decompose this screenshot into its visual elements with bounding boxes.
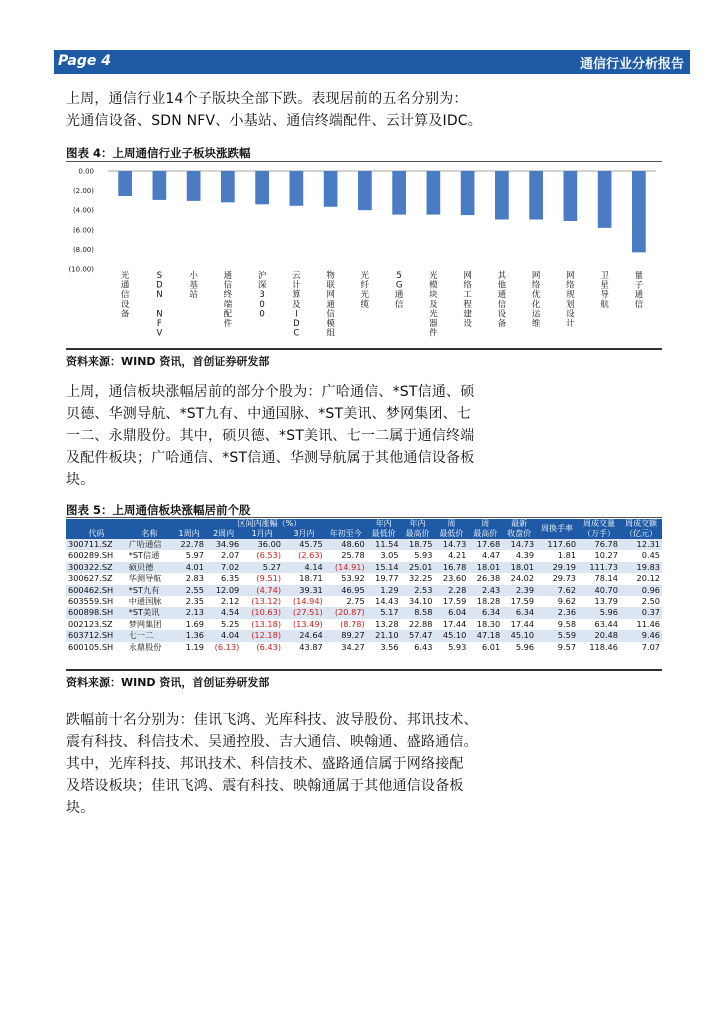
y-tick-label: (6.00) bbox=[72, 226, 94, 235]
table-row bbox=[66, 607, 662, 618]
stock-code: 600898.SH bbox=[66, 607, 127, 618]
bar bbox=[221, 171, 235, 202]
table-cell: 23.60 bbox=[442, 573, 467, 584]
table-cell: 34.96 bbox=[206, 539, 241, 550]
table-cell: 6.04 bbox=[434, 607, 468, 618]
top-gainers-table bbox=[66, 519, 662, 653]
table-cell: (9.51) bbox=[256, 573, 282, 584]
paragraph-top-gainers bbox=[66, 381, 474, 491]
bar bbox=[461, 171, 475, 215]
table-row bbox=[66, 562, 662, 573]
col-header: （亿元） bbox=[620, 529, 662, 539]
table-cell: 5.93 bbox=[414, 550, 433, 561]
table-cell: 15.14 bbox=[367, 562, 401, 573]
table-cell: 2.12 bbox=[221, 596, 240, 607]
table-cell: 53.92 bbox=[341, 573, 365, 584]
table-cell: 2.36 bbox=[536, 607, 578, 618]
stock-name: *ST九有 bbox=[127, 585, 172, 596]
y-tick-label: (10.00) bbox=[68, 265, 94, 274]
table-row bbox=[66, 619, 662, 630]
table-cell: (13.18) bbox=[251, 618, 282, 629]
table-cell: 89.27 bbox=[325, 630, 367, 641]
table-cell: 2.50 bbox=[641, 596, 660, 607]
bar bbox=[529, 171, 543, 220]
bar bbox=[598, 171, 612, 228]
col-top-header: 周 bbox=[468, 519, 502, 529]
table-cell: 45.10 bbox=[502, 630, 536, 641]
table-cell: 29.19 bbox=[536, 562, 578, 573]
table-cell: 14.73 bbox=[502, 539, 536, 550]
text-line: 贝德、华测导航、*ST九有、中通国脉、*ST美讯、梦网集团、七 bbox=[66, 406, 472, 422]
col-header: 最低价 bbox=[434, 529, 468, 539]
text-line: 光通信设备、SDN NFV、小基站、通信终端配件、云计算及IDC。 bbox=[66, 113, 482, 129]
table-cell: 0.96 bbox=[620, 585, 662, 596]
table-cell: 12.31 bbox=[620, 539, 662, 550]
paragraph-top-losers bbox=[66, 709, 478, 819]
text-line: 上周，通信板块涨幅居前的部分个股为：广哈通信、*ST信通、硕 bbox=[66, 384, 475, 400]
table-cell: (13.12) bbox=[251, 596, 282, 607]
table-cell: 22.78 bbox=[172, 539, 206, 550]
table-cell: (20.87) bbox=[325, 607, 367, 618]
y-tick-label: 0.00 bbox=[78, 167, 94, 176]
table-cell: (4.74) bbox=[241, 585, 283, 596]
table-cell: 9.62 bbox=[557, 596, 577, 607]
table-cell: 2.55 bbox=[172, 585, 206, 596]
y-tick-label: (8.00) bbox=[72, 245, 94, 254]
stock-code: 300627.SZ bbox=[68, 573, 113, 584]
table-cell: 3.56 bbox=[380, 641, 399, 652]
bar bbox=[564, 171, 578, 221]
table-cell: 11.54 bbox=[367, 539, 401, 550]
table-cell: 17.59 bbox=[510, 596, 535, 607]
figure4-bottom-rule bbox=[66, 348, 662, 350]
stock-code: 600462.SH bbox=[66, 585, 127, 596]
text-line: 块。 bbox=[66, 800, 95, 816]
col-top-header: 周成交额 bbox=[620, 519, 662, 529]
table-cell: 5.59 bbox=[536, 630, 578, 641]
figure5-source: 资料来源：WIND 资讯，首创证券研发部 bbox=[66, 676, 270, 689]
table-cell: 20.12 bbox=[636, 573, 660, 584]
table-cell: 111.73 bbox=[578, 562, 620, 573]
x-tick-label: 网络优化运维 bbox=[531, 271, 541, 329]
table-cell: 1.81 bbox=[557, 550, 577, 561]
table-cell: 20.48 bbox=[578, 630, 620, 641]
stock-name: *ST信通 bbox=[128, 550, 160, 561]
text-line: 及配件板块；广哈通信、*ST信通、华测导航属于其他通信设备板 bbox=[66, 450, 475, 466]
table-cell: (6.53) bbox=[256, 550, 282, 561]
table-cell: (6.43) bbox=[256, 641, 282, 652]
bar bbox=[255, 171, 269, 204]
col-header: 3月内 bbox=[283, 529, 325, 539]
table-cell: 34.10 bbox=[409, 596, 433, 607]
table-cell: 10.27 bbox=[594, 550, 618, 561]
table-cell: (6.13) bbox=[214, 641, 240, 652]
table-row bbox=[66, 642, 662, 653]
figure5-caption: 图表 5：上周通信板块涨幅居前个股 bbox=[66, 503, 251, 517]
table-cell: 5.17 bbox=[367, 607, 401, 618]
col-header: 1月内 bbox=[241, 529, 283, 539]
sector-change-chart bbox=[66, 162, 662, 348]
col-header: 最高价 bbox=[468, 529, 502, 539]
table-cell: 12.09 bbox=[206, 585, 241, 596]
table-cell: 4.47 bbox=[481, 550, 501, 561]
x-tick-label: 量子通信 bbox=[634, 271, 644, 310]
paragraph-sector-summary bbox=[66, 88, 482, 132]
page-header bbox=[54, 50, 690, 74]
col-header: 1周内 bbox=[172, 529, 206, 539]
table-cell: (14.91) bbox=[325, 562, 367, 573]
col-top-header: 年内 bbox=[367, 519, 401, 529]
table-cell: 5.25 bbox=[221, 618, 240, 629]
table-cell: 24.02 bbox=[510, 573, 535, 584]
bar bbox=[118, 171, 132, 196]
stock-code: 600105.SH bbox=[68, 641, 114, 652]
y-tick-label: (4.00) bbox=[72, 206, 94, 215]
table-cell: 14.73 bbox=[434, 539, 468, 550]
page-number: Page 4 bbox=[58, 53, 111, 69]
table-cell: 4.04 bbox=[206, 630, 241, 641]
table-cell: 36.00 bbox=[241, 539, 283, 550]
stock-name: 梦网集团 bbox=[128, 618, 162, 629]
table-cell: 2.28 bbox=[434, 585, 468, 596]
col-top-header: 年内 bbox=[401, 519, 435, 529]
table-cell: 17.44 bbox=[442, 618, 467, 629]
table-body bbox=[66, 539, 662, 653]
table-cell: 26.38 bbox=[476, 573, 501, 584]
x-tick-label: 其他通信设备 bbox=[497, 271, 507, 329]
figure4-source: 资料来源：WIND 资讯，首创证券研发部 bbox=[66, 355, 270, 368]
table-cell: 1.36 bbox=[172, 630, 206, 641]
table-cell: 45.10 bbox=[434, 630, 468, 641]
figure5-top-rule bbox=[66, 517, 662, 518]
col-header: 最低价 bbox=[367, 529, 401, 539]
stock-name: 广哈通信 bbox=[127, 539, 172, 550]
x-tick-label: 通信终端配件 bbox=[223, 271, 233, 329]
x-tick-label: 网络规划设计 bbox=[566, 271, 575, 329]
table-cell: 6.35 bbox=[221, 573, 240, 584]
table-cell: 63.44 bbox=[594, 618, 618, 629]
text-line: 一二、永鼎股份。其中，硕贝德、*ST美讯、七一二属于通信终端 bbox=[66, 428, 475, 444]
bar bbox=[427, 171, 441, 215]
bar bbox=[495, 171, 509, 220]
stock-name: 华测导航 bbox=[128, 573, 162, 584]
table-row bbox=[66, 573, 662, 584]
table-cell: 4.21 bbox=[448, 550, 467, 561]
table-cell: 22.88 bbox=[409, 618, 433, 629]
table-cell: 78.14 bbox=[594, 573, 618, 584]
table-cell: (14.94) bbox=[292, 596, 323, 607]
table-cell: 11.46 bbox=[636, 618, 660, 629]
y-tick-label: (2.00) bbox=[72, 187, 94, 196]
table-cell: 2.35 bbox=[185, 596, 204, 607]
col-top-header: 最新 bbox=[502, 519, 536, 529]
table-cell: 18.71 bbox=[299, 573, 323, 584]
table-cell: 29.73 bbox=[552, 573, 577, 584]
bar bbox=[358, 171, 372, 210]
x-tick-label: 小基站 bbox=[189, 271, 198, 301]
table-cell: 5.97 bbox=[185, 550, 204, 561]
text-line: 及塔设板块；佳讯飞鸿、震有科技、映翰通属于其他通信设备板 bbox=[66, 778, 464, 794]
table-cell: 25.78 bbox=[341, 550, 365, 561]
bar bbox=[632, 171, 646, 252]
x-tick-label: 物联网通信模组 bbox=[326, 271, 335, 339]
table-cell: 5.96 bbox=[578, 607, 620, 618]
table-cell: 47.18 bbox=[468, 630, 502, 641]
table-cell: (12.18) bbox=[241, 630, 283, 641]
table-cell: 3.05 bbox=[380, 550, 399, 561]
table-cell: (2.63) bbox=[298, 550, 323, 561]
figure5-bottom-rule bbox=[66, 669, 662, 671]
x-tick-label: 网络工程建设 bbox=[463, 271, 472, 329]
table-cell: 18.01 bbox=[468, 562, 502, 573]
table-cell: 18.01 bbox=[502, 562, 536, 573]
col-top-header: 周 bbox=[434, 519, 468, 529]
table-cell: 14.43 bbox=[375, 596, 399, 607]
table-cell: (27.51) bbox=[283, 607, 325, 618]
stock-name: *ST美讯 bbox=[127, 607, 172, 618]
text-line: 块。 bbox=[66, 472, 95, 488]
stock-code: 600289.SH bbox=[68, 550, 114, 561]
table-cell: 2.07 bbox=[221, 550, 240, 561]
table-cell: 1.29 bbox=[367, 585, 401, 596]
table-cell: 76.78 bbox=[578, 539, 620, 550]
x-tick-label: 5 G 通信 bbox=[394, 271, 404, 310]
table-cell: 118.46 bbox=[589, 641, 618, 652]
table-cell: 7.62 bbox=[536, 585, 578, 596]
table-cell: 4.54 bbox=[206, 607, 241, 618]
stock-code: 300711.SZ bbox=[66, 539, 127, 550]
stock-name: 中通国脉 bbox=[128, 596, 162, 607]
col-header: 2周内 bbox=[206, 529, 241, 539]
table-cell: 2.39 bbox=[502, 585, 536, 596]
table-cell: 32.25 bbox=[409, 573, 433, 584]
table-row bbox=[66, 630, 662, 641]
col-header: 年初至今 bbox=[325, 529, 367, 539]
table-cell: 7.02 bbox=[206, 562, 241, 573]
table-cell: 117.60 bbox=[536, 539, 578, 550]
report-title: 通信行业分析报告 bbox=[579, 57, 684, 72]
figure4-caption: 图表 4：上周通信行业子板块涨跌幅 bbox=[66, 146, 251, 160]
table-cell: 45.75 bbox=[283, 539, 325, 550]
table-cell: 39.31 bbox=[283, 585, 325, 596]
stock-code: 603559.SH bbox=[68, 596, 114, 607]
table-cell: 18.75 bbox=[401, 539, 435, 550]
table-cell: 6.43 bbox=[414, 641, 433, 652]
bar bbox=[290, 171, 304, 206]
group-header-range-change: 区间内涨幅（%） bbox=[172, 519, 367, 529]
col-top-header: 周成交量 bbox=[578, 519, 620, 529]
table-cell: 6.34 bbox=[468, 607, 502, 618]
x-tick-label: 光纤光缆 bbox=[360, 271, 370, 310]
stock-code: 002123.SZ bbox=[68, 618, 113, 629]
table-cell: 43.87 bbox=[299, 641, 323, 652]
table-cell: 5.93 bbox=[448, 641, 467, 652]
table-cell: 46.95 bbox=[325, 585, 367, 596]
table-cell: 9.58 bbox=[557, 618, 577, 629]
table-cell: 18.30 bbox=[476, 618, 501, 629]
x-tick-label: 光通信设备 bbox=[120, 271, 130, 320]
table-cell: 6.01 bbox=[481, 641, 501, 652]
table-cell: 9.57 bbox=[557, 641, 577, 652]
col-header: 代码 bbox=[66, 529, 127, 539]
table-cell: (13.49) bbox=[292, 618, 323, 629]
table-cell: 48.60 bbox=[325, 539, 367, 550]
text-line: 其中，光库科技、邦讯技术、科信技术、盛路通信属于网络接配 bbox=[66, 756, 464, 772]
col-header: 名称 bbox=[127, 529, 172, 539]
table-cell: 4.01 bbox=[172, 562, 206, 573]
x-tick-label: 光模块及光器件 bbox=[429, 271, 438, 339]
table-cell: 16.78 bbox=[434, 562, 468, 573]
table-row bbox=[66, 539, 662, 550]
bar bbox=[392, 171, 406, 215]
table-cell: 0.45 bbox=[641, 550, 660, 561]
table-cell: 6.34 bbox=[502, 607, 536, 618]
bar bbox=[187, 171, 201, 201]
table-row bbox=[66, 585, 662, 596]
table-cell: 21.10 bbox=[367, 630, 401, 641]
table-cell: 25.01 bbox=[401, 562, 435, 573]
table-cell: 2.13 bbox=[172, 607, 206, 618]
x-tick-label: 云计算及 I D C bbox=[292, 271, 301, 339]
col-header: 收盘价 bbox=[502, 529, 536, 539]
text-line: 跌幅前十名分别为：佳讯飞鸿、光库科技、波导股份、邦讯技术、 bbox=[66, 712, 478, 728]
col-header: 最高价 bbox=[401, 529, 435, 539]
x-tick-label: S D N N F V bbox=[156, 271, 163, 339]
table-cell: (10.63) bbox=[241, 607, 283, 618]
col-header: （万手） bbox=[578, 529, 620, 539]
table-row bbox=[66, 550, 662, 561]
table-cell: 5.27 bbox=[241, 562, 283, 573]
text-line: 震有科技、科信技术、吴通控股、吉大通信、映翰通、盛路通信。 bbox=[66, 734, 478, 750]
table-row bbox=[66, 596, 662, 607]
bar bbox=[324, 171, 338, 207]
table-cell: 4.14 bbox=[283, 562, 325, 573]
table-cell: 2.75 bbox=[346, 596, 365, 607]
table-header-row-top bbox=[66, 519, 662, 529]
x-tick-label: 沪深 3 0 0 bbox=[257, 271, 267, 320]
table-cell: 57.47 bbox=[401, 630, 435, 641]
table-cell: 1.19 bbox=[185, 641, 204, 652]
stock-name: 硕贝德 bbox=[127, 562, 172, 573]
bar bbox=[153, 171, 167, 200]
table-cell: 2.43 bbox=[468, 585, 502, 596]
stock-name: 七一二 bbox=[127, 630, 172, 641]
table-cell: 17.44 bbox=[510, 618, 535, 629]
table-cell: 9.46 bbox=[620, 630, 662, 641]
table-cell: 24.64 bbox=[283, 630, 325, 641]
table-cell: 13.79 bbox=[594, 596, 618, 607]
table-cell: 5.96 bbox=[515, 641, 535, 652]
table-cell: 7.07 bbox=[641, 641, 660, 652]
table-cell: 1.69 bbox=[185, 618, 204, 629]
col-header-turnover: 周换手率 bbox=[536, 519, 578, 539]
table-cell: 2.53 bbox=[401, 585, 435, 596]
stock-code: 603712.SH bbox=[66, 630, 127, 641]
table-cell: 4.39 bbox=[515, 550, 535, 561]
table-cell: 19.83 bbox=[620, 562, 662, 573]
table-cell: 17.59 bbox=[442, 596, 467, 607]
table-cell: (8.78) bbox=[340, 618, 365, 629]
table-cell: 0.37 bbox=[620, 607, 662, 618]
table-cell: 40.70 bbox=[578, 585, 620, 596]
x-tick-label: 卫星导航 bbox=[600, 271, 609, 310]
table-cell: 13.28 bbox=[375, 618, 399, 629]
stock-code: 300322.SZ bbox=[66, 562, 127, 573]
stock-name: 永鼎股份 bbox=[128, 641, 162, 652]
table-cell: 2.83 bbox=[185, 573, 204, 584]
text-line: 上周，通信行业14个子版块全部下跌。表现居前的五名分别为： bbox=[66, 91, 468, 107]
table-cell: 19.77 bbox=[375, 573, 399, 584]
table-cell: 34.27 bbox=[341, 641, 365, 652]
table-cell: 17.68 bbox=[468, 539, 502, 550]
table-cell: 8.58 bbox=[401, 607, 435, 618]
table-cell: 18.28 bbox=[476, 596, 501, 607]
